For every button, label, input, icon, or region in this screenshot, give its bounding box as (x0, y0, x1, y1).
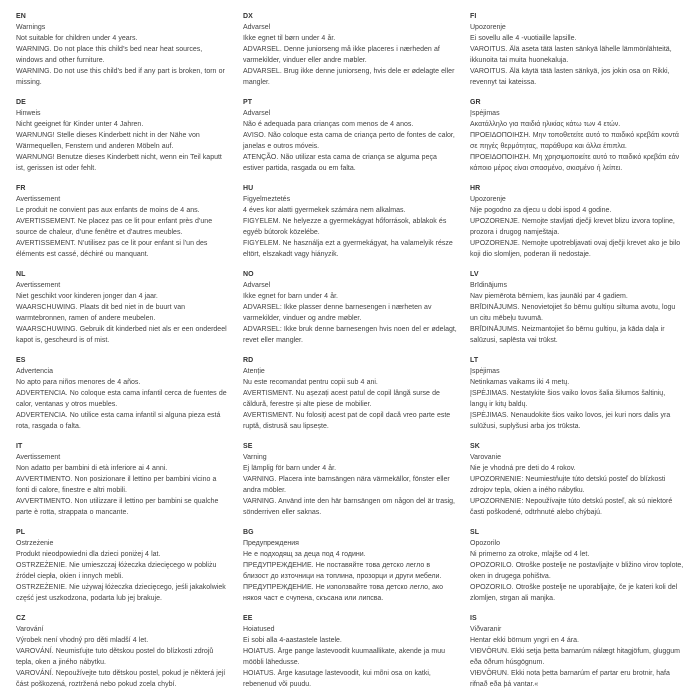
section-paragraph: AVERTISMENT. Nu folosiți acest pat de copil dacă vreo parte este ruptă, distrusă sau lipsește. (243, 412, 451, 430)
section-paragraph: Ni primerno za otroke, mlajše od 4 let. (470, 551, 590, 558)
language-section (470, 97, 684, 174)
section-paragraph: Ακατάλληλο για παιδιά ηλικίας κάτω των 4 ετών. (470, 121, 621, 128)
section-subtitle: Įspėjimas (470, 368, 500, 375)
section-paragraph: VIÐVÖRUN. Ekki setja þetta barnarúm nálægt hitagjöfum, gluggum eða öðrum húsgögnum. (470, 648, 680, 666)
section-paragraph: AVERTISSEMENT. Ne placez pas ce lit pour enfant près d’une source de chaleur, d’une fenêtre et d’autres meubles. (16, 218, 213, 236)
language-section (16, 613, 230, 690)
section-paragraph: UPOZORENJE. Nemojte upotrebljavati ovaj dječji krevet ako je bilo koji dio slomljen, poderan ili nedostaje. (470, 240, 681, 258)
section-paragraphs (16, 33, 230, 88)
section-paragraphs (243, 205, 457, 260)
section-paragraph: Le produit ne convient pas aux enfants de moins de 4 ans. (16, 207, 200, 214)
section-paragraphs (470, 549, 684, 604)
section-paragraphs (243, 119, 457, 174)
section-paragraph: Not suitable for children under 4 years. (16, 35, 138, 42)
section-subtitle: Avertissement (16, 196, 61, 203)
section-paragraph: VAROITUS. Älä käytä tätä lasten sänkyä, jos jokin osa on Rikki, revennyt tai kateissa. (470, 68, 670, 86)
section-subtitle: Varování (16, 626, 44, 633)
section-paragraph: Ej lämplig för barn under 4 år. (243, 465, 337, 472)
language-section (470, 11, 684, 88)
language-code: EN (16, 13, 26, 20)
section-subtitle: Viðvaranir (470, 626, 502, 633)
section-paragraph: BRĪDINĀJUMS. Neizmantojiet šo bērnu gultiņu, ja kāda daļa ir salūzusi, saplēsta vai trūkst. (470, 326, 665, 344)
language-code: HU (243, 185, 254, 192)
section-paragraph: Nu este recomandat pentru copii sub 4 ani. (243, 379, 378, 386)
language-section (16, 355, 230, 432)
language-section (16, 269, 230, 346)
section-paragraph: FIGYELEM. Ne helyezze a gyermekágyat hőforrások, ablakok és egyéb bútorok közelébe. (243, 218, 447, 236)
section-paragraphs (243, 549, 457, 604)
section-paragraph: Výrobek není vhodný pro děti mladší 4 let. (16, 637, 149, 644)
section-paragraph: Nije pogodno za djecu u dobi ispod 4 godine. (470, 207, 612, 214)
section-subtitle: Предупреждения (243, 540, 299, 547)
section-subtitle: Hinweis (16, 110, 41, 117)
language-section (243, 183, 457, 260)
section-paragraph: Netinkamas vaikams iki 4 metų. (470, 379, 570, 386)
section-paragraphs (16, 119, 230, 174)
language-section (243, 11, 457, 88)
section-subtitle: Avertissement (16, 454, 61, 461)
section-paragraph: ADVARSEL: Ikke bruk denne barnesengen hvis noen del er ødelagt, revet eller mangler. (243, 326, 457, 344)
section-subtitle: Upozorenje (470, 24, 506, 31)
language-code: LT (470, 357, 479, 364)
section-subtitle: Hoiatused (243, 626, 275, 633)
language-code: PL (16, 529, 26, 536)
section-paragraph: Ikke egnet for barn under 4 år. (243, 293, 338, 300)
section-paragraph: VAROITUS. Älä aseta tätä lasten sänkyä lähelle lämmönlähteitä, ikkunoita tai muita huonekaluja. (470, 46, 672, 64)
language-code: LV (470, 271, 479, 278)
section-subtitle: Advarsel (243, 110, 271, 117)
section-paragraph: OPOZORILO. Otroške postelje ne uporabljajte, če je kateri koli del zlomljen, strgan ali manjka. (470, 584, 678, 602)
section-paragraph: ATENÇÃO. Não utilizar esta cama de criança se alguma peça estiver partida, rasgada ou em falta. (243, 154, 437, 172)
section-paragraph: ADVARSEL: Ikke plasser denne barnesengen i nærheten av varmekilder, vinduer og andre møbler. (243, 304, 432, 322)
language-code: PT (243, 99, 253, 106)
section-paragraph: Ei sobi alla 4-aastastele lastele. (243, 637, 342, 644)
section-paragraph: WARNUNG! Benutze dieses Kinderbett nicht, wenn ein Teil kaputt ist, gerissen ist oder fehlt. (16, 154, 222, 172)
section-paragraph: Nie je vhodná pre deti do 4 rokov. (470, 465, 576, 472)
section-subtitle: Advarsel (243, 282, 271, 289)
section-paragraph: Не е подходящ за деца под 4 години. (243, 551, 366, 558)
section-subtitle: Atenție (243, 368, 265, 375)
language-code: FI (470, 13, 477, 20)
section-subtitle: Ostrzeżenie (16, 540, 54, 547)
section-paragraphs (470, 119, 684, 174)
section-paragraph: ADVARSEL. Brug ikke denne juniorseng, hvis dele er ødelagte eller mangler. (243, 68, 455, 86)
section-paragraph: WAARSCHUWING. Plaats dit bed niet in de buurt van warmtebronnen, ramen of andere meubelen. (16, 304, 186, 322)
section-paragraph: UPOZORNENIE: Neumiestňujte túto detskú posteľ do blízkosti zdrojov tepla, okien a iného nábytku. (470, 476, 666, 494)
section-paragraphs (243, 635, 457, 690)
language-section (243, 613, 457, 690)
section-paragraphs (243, 291, 457, 346)
language-code: NO (243, 271, 254, 278)
section-paragraph: AVERTISMENT. Nu așezați acest patul de copil lângă surse de căldură, ferestre și alte piese de mobilier. (243, 390, 440, 408)
section-paragraph: AVERTISSEMENT. N’utilisez pas ce lit pour enfant si l’un des éléments est cassé, déchiré ou manquant. (16, 240, 208, 258)
language-code: ES (16, 357, 26, 364)
section-paragraphs (470, 635, 684, 690)
language-section (470, 613, 684, 690)
section-paragraph: VARNING. Placera inte barnsängen nära värmekällor, fönster eller andra möbler. (243, 476, 450, 494)
section-paragraphs (16, 205, 230, 260)
section-paragraph: Produkt nieodpowiedni dla dzieci poniżej 4 lat. (16, 551, 161, 558)
section-paragraph: VAROVÁNÍ. Nepoužívejte tuto dětskou postel, pokud je některá její část poškozená, roztržená nebo pokud zcela chybí. (16, 670, 226, 688)
language-code: CZ (16, 615, 26, 622)
language-section (470, 269, 684, 346)
section-paragraphs (16, 635, 230, 690)
language-section (470, 527, 684, 604)
section-paragraph: AVISO. Não coloque esta cama de criança perto de fontes de calor, janelas e outros móveis. (243, 132, 455, 150)
section-paragraphs (470, 291, 684, 346)
section-paragraph: ПРЕДУПРЕЖДЕНИЕ. Не поставяйте това детско легло в близост до източници на топлина, прозорци и други мебели. (243, 562, 442, 580)
document-column (243, 11, 457, 699)
section-paragraph: WARNUNG! Stelle dieses Kinderbett nicht in der Nähe von Wärmequellen, Fenstern und anderen Möbeln auf. (16, 132, 200, 150)
section-paragraph: Nicht geeignet für Kinder unter 4 Jahren. (16, 121, 144, 128)
section-paragraph: ĮSPĖJIMAS. Nestatykite šios vaiko lovos šalia šilumos šaltinių, langų ir kitų baldų. (470, 390, 666, 408)
language-code: BG (243, 529, 254, 536)
section-paragraph: No apto para niños menores de 4 años. (16, 379, 141, 386)
section-paragraph: HOIATUS. Ärge kasutage lastevoodit, kui mõni osa on katki, rebenenud või puudu. (243, 670, 431, 688)
section-subtitle: Upozorenje (470, 196, 506, 203)
section-paragraph: BRĪDINĀJUMS. Nenovietojiet šo bērnu gultiņu siltuma avotu, logu un citu mēbeļu tuvumā. (470, 304, 676, 322)
language-code: GR (470, 99, 481, 106)
language-code: SK (470, 443, 480, 450)
language-section (243, 527, 457, 604)
section-paragraph: OSTRZEŻENIE. Nie umieszczaj łóżeczka dziecięcego w pobliżu źródeł ciepła, okien i innych mebli. (16, 562, 217, 580)
section-paragraph: ADVERTENCIA. No coloque esta cama infantil cerca de fuentes de calor, ventanas y otros muebles. (16, 390, 227, 408)
section-paragraphs (16, 291, 230, 346)
section-paragraph: Niet geschikt voor kinderen jonger dan 4 jaar. (16, 293, 158, 300)
section-paragraphs (470, 205, 684, 260)
section-paragraph: Ei sovellu alle 4 -vuotiaille lapsille. (470, 35, 577, 42)
section-paragraph: HOIATUS. Ärge pange lastevoodit kuumaallikate, akende ja muu mööbli lähedusse. (243, 648, 446, 666)
section-paragraphs (16, 377, 230, 432)
section-paragraphs (470, 463, 684, 518)
section-paragraphs (243, 377, 457, 432)
section-paragraphs (470, 377, 684, 432)
section-paragraph: ĮSPĖJIMAS. Nenaudokite šios vaiko lovos, jei kuri nors dalis yra sulūžusi, suplyšusi arba jos trūksta. (470, 412, 671, 430)
section-subtitle: Avertissement (16, 282, 61, 289)
section-subtitle: Advarsel (243, 24, 271, 31)
language-section (16, 183, 230, 260)
section-paragraph: 4 éves kor alatti gyermekek számára nem alkalmas. (243, 207, 406, 214)
language-code: DX (243, 13, 253, 20)
document-columns (16, 11, 684, 699)
document-column (16, 11, 230, 699)
section-paragraph: FIGYELEM. Ne használja ezt a gyermekágyat, ha valamelyik része eltört, elszakadt vagy hiányzik. (243, 240, 453, 258)
language-section (16, 11, 230, 88)
section-paragraph: ΠΡΟΕΙΔΟΠΟΙΗΣΗ. Μην τοποθετείτε αυτό το παιδικό κρεβάτι κοντά σε πηγές θερμότητας, παράθυρα και άλλα έπιπλα. (470, 132, 679, 150)
section-paragraph: Hentar ekki börnum yngri en 4 ára. (470, 637, 579, 644)
section-subtitle: Įspėjimas (470, 110, 500, 117)
section-paragraph: WAARSCHUWING. Gebruik dit kinderbed niet als er een onderdeel kapot is, gescheurd is of mist. (16, 326, 227, 344)
language-code: IS (470, 615, 477, 622)
section-paragraph: UPOZORENJE. Nemojte stavljati dječji krevet blizu izvora topline, prozora i drugog namještaja. (470, 218, 675, 236)
section-paragraph: OSTRZEŻENIE. Nie używaj łóżeczka dziecięcego, jeśli jakakolwiek część jest uszkodzona, podarta lub jej brakuje. (16, 584, 226, 602)
language-section (470, 183, 684, 260)
language-section (470, 441, 684, 518)
section-paragraphs (470, 33, 684, 88)
section-paragraphs (243, 463, 457, 518)
section-paragraph: VAROVÁNÍ. Neumisťujte tuto dětskou postel do blízkosti zdrojů tepla, oken a jiného nábytku. (16, 648, 214, 666)
section-paragraphs (243, 33, 457, 88)
section-paragraph: AVVERTIMENTO. Non posizionare il lettino per bambini vicino a fonti di calore, finestre e altri mobili. (16, 476, 217, 494)
language-code: RD (243, 357, 254, 364)
section-paragraph: WARNING. Do not use this child’s bed if any part is broken, torn or missing. (16, 68, 225, 86)
language-code: EE (243, 615, 253, 622)
section-subtitle: Advertencia (16, 368, 53, 375)
language-section (16, 527, 230, 604)
section-paragraph: ΠΡΟΕΙΔΟΠΟΙΗΣΗ. Μη χρησιμοποιείτε αυτό το παιδικό κρεβάτι εάν κάποιο μέρος είναι σπασμένο, σκισμένο ή λείπει. (470, 154, 680, 172)
document-column (470, 11, 684, 699)
section-paragraph: ADVERTENCIA. No utilice esta cama infantil si alguna pieza está rota, rasgada o falta. (16, 412, 221, 430)
section-paragraph: Nav piemērota bērniem, kas jaunāki par 4 gadiem. (470, 293, 628, 300)
language-section (243, 441, 457, 518)
language-code: IT (16, 443, 23, 450)
language-code: HR (470, 185, 481, 192)
section-subtitle: Brīdinājums (470, 282, 507, 289)
language-code: NL (16, 271, 26, 278)
section-subtitle: Figyelmeztetés (243, 196, 291, 203)
section-paragraphs (16, 549, 230, 604)
language-code: SL (470, 529, 480, 536)
language-section (243, 355, 457, 432)
section-paragraph: Não é adequada para crianças com menos de 4 anos. (243, 121, 414, 128)
section-paragraph: VARNING. Använd inte den här barnsängen om någon del är trasig, sönderriven eller saknas. (243, 498, 455, 516)
section-subtitle: Opozorilo (470, 540, 500, 547)
section-paragraphs (16, 463, 230, 518)
section-subtitle: Varning (243, 454, 267, 461)
section-paragraph: AVVERTIMENTO. Non utilizzare il lettino per bambini se qualche parte è rotta, strappata o mancante. (16, 498, 219, 516)
language-code: DE (16, 99, 26, 106)
section-paragraph: ПРЕДУПРЕЖДЕНИЕ. Не използвайте това детско легло, ако някоя част е счупена, скъсана или липсва. (243, 584, 444, 602)
language-section (243, 269, 457, 346)
section-paragraph: ADVARSEL. Denne juniorseng må ikke placeres i nærheden af varmekilder, vinduer eller andre møbler. (243, 46, 440, 64)
language-section (16, 97, 230, 174)
language-section (16, 441, 230, 518)
language-section (470, 355, 684, 432)
section-subtitle: Varovanie (470, 454, 502, 461)
section-paragraph: Non adatto per bambini di età inferiore ai 4 anni. (16, 465, 168, 472)
language-section (243, 97, 457, 174)
language-code: SE (243, 443, 253, 450)
language-code: FR (16, 185, 26, 192)
section-subtitle: Warnings (16, 24, 46, 31)
section-paragraph: OPOZORILO. Otroške postelje ne postavljajte v bližino virov toplote, oken in drugega pohištva. (470, 562, 684, 580)
section-paragraph: WARNING. Do not place this child’s bed near heat sources, windows and other furniture. (16, 46, 203, 64)
section-paragraph: Ikke egnet til børn under 4 år. (243, 35, 336, 42)
section-paragraph: VIÐVÖRUN. Ekki nota þetta barnarúm ef partar eru brotnir, hafa rifnað eða þá vantar.« (470, 670, 670, 688)
section-paragraph: UPOZORNENIE: Nepoužívajte túto detskú posteľ, ak sú niektoré časti poškodené, odtrhnuté alebo chýbajú. (470, 498, 673, 516)
